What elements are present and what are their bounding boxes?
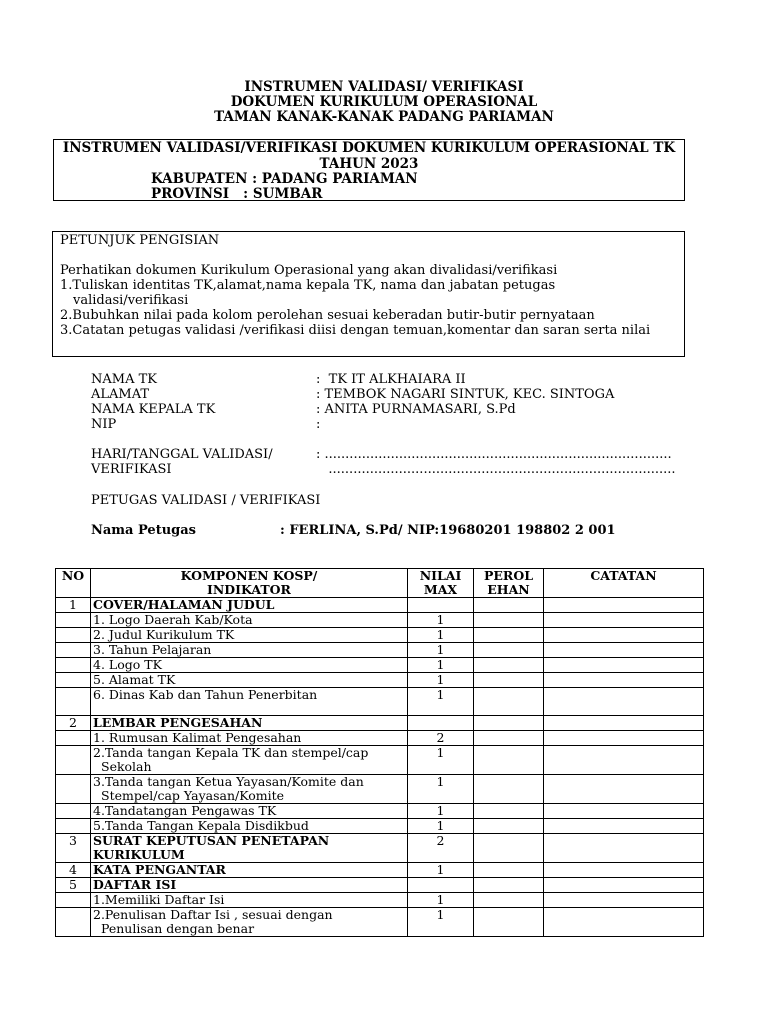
row-no: 5	[56, 878, 91, 893]
table-row	[56, 834, 704, 863]
indicator: 1. Rumusan Kalimat Pengesahan	[91, 731, 408, 746]
table-row	[56, 731, 704, 746]
document-title	[0, 80, 768, 125]
nilai-max: 1	[408, 819, 474, 834]
validation-date-section	[91, 447, 676, 477]
title-line-1: INSTRUMEN VALIDASI/ VERIFIKASI	[244, 79, 524, 95]
petugas-title: PETUGAS VALIDASI / VERIFIKASI	[91, 493, 321, 508]
table-row	[56, 863, 704, 878]
section-title: KATA PENGANTAR	[91, 863, 408, 878]
catatan-cell[interactable]	[544, 731, 704, 746]
table-row	[56, 908, 704, 937]
indicator: 4. Logo TK	[91, 658, 408, 673]
header-komponen-1: KOMPONEN KOSP/	[180, 568, 318, 583]
identity-section	[91, 372, 614, 432]
nilai-max: 2	[408, 834, 474, 863]
perolehan-cell[interactable]	[474, 731, 544, 746]
nilai-max: 1	[408, 613, 474, 628]
identity-row	[91, 462, 676, 477]
table-row	[56, 643, 704, 658]
table-row	[56, 598, 704, 613]
heading-box	[53, 139, 685, 201]
kepala-label: NAMA KEPALA TK	[91, 402, 216, 417]
catatan-cell[interactable]	[544, 863, 704, 878]
title-line-2: DOKUMEN KURIKULUM OPERASIONAL	[230, 94, 538, 110]
table-row	[56, 688, 704, 716]
table-row	[56, 746, 704, 775]
perolehan-cell[interactable]	[474, 819, 544, 834]
identity-row	[91, 372, 614, 387]
petunjuk-title: PETUNJUK PENGISIAN	[60, 233, 220, 248]
nilai-max: 1	[408, 908, 474, 937]
perolehan-cell[interactable]	[474, 775, 544, 804]
indicator-line: Stempel/cap Yayasan/Komite	[101, 788, 285, 803]
perolehan-cell[interactable]	[474, 658, 544, 673]
nilai-max: 1	[408, 628, 474, 643]
indicator: 4.Tandatangan Pengawas TK	[91, 804, 408, 819]
catatan-cell[interactable]	[544, 688, 704, 716]
nilai-max: 1	[408, 688, 474, 716]
identity-row	[91, 387, 614, 402]
kepala-value: : ANITA PURNAMASARI, S.Pd	[316, 402, 516, 417]
indicator: 3. Tahun Pelajaran	[91, 643, 408, 658]
heading-box-line-2: TAHUN 2023	[319, 156, 419, 172]
catatan-cell[interactable]	[544, 598, 704, 613]
nilai-max: 1	[408, 804, 474, 819]
identity-row	[91, 417, 614, 432]
catatan-cell[interactable]	[544, 613, 704, 628]
petunjuk-item-1-cont: validasi/verifikasi	[73, 293, 189, 308]
catatan-cell[interactable]	[544, 658, 704, 673]
catatan-cell[interactable]	[544, 834, 704, 863]
header-komponen	[91, 569, 408, 598]
header-catatan: CATATAN	[544, 569, 704, 598]
indicator-line: Sekolah	[101, 759, 152, 774]
provinsi-line: PROVINSI : SUMBAR	[151, 186, 323, 202]
perolehan-cell[interactable]	[474, 893, 544, 908]
indicator-line: 2.Penulisan Daftar Isi , sesuai dengan	[93, 907, 333, 922]
catatan-cell[interactable]	[544, 775, 704, 804]
indicator: 2. Judul Kurikulum TK	[91, 628, 408, 643]
table-row	[56, 673, 704, 688]
verifikasi-value: ....................................................................................	[316, 462, 676, 477]
header-nilai-2: MAX	[423, 582, 458, 597]
table-row	[56, 775, 704, 804]
catatan-cell[interactable]	[544, 893, 704, 908]
indicator: 6. Dinas Kab dan Tahun Penerbitan	[91, 688, 408, 716]
indicator-line: 3.Tanda tangan Ketua Yayasan/Komite dan	[93, 774, 364, 789]
indicator-line: Penulisan dengan benar	[101, 921, 255, 936]
catatan-cell[interactable]	[544, 878, 704, 893]
nilai-cell	[408, 598, 474, 613]
header-perolehan	[474, 569, 544, 598]
nilai-max: 1	[408, 673, 474, 688]
catatan-cell[interactable]	[544, 643, 704, 658]
table-row	[56, 819, 704, 834]
petunjuk-item-1: 1.Tuliskan identitas TK,alamat,nama kepala TK, nama dan jabatan petugas	[60, 278, 556, 293]
indicator	[91, 908, 408, 937]
indicator	[91, 746, 408, 775]
table-row	[56, 613, 704, 628]
header-perolehan-1: PEROL	[484, 568, 533, 583]
indicator: 5.Tanda Tangan Kepala Disdikbud	[91, 819, 408, 834]
petunjuk-box	[52, 231, 685, 357]
catatan-cell[interactable]	[544, 746, 704, 775]
perolehan-cell[interactable]	[474, 804, 544, 819]
header-komponen-2: INDIKATOR	[207, 582, 291, 597]
section-title: DAFTAR ISI	[91, 878, 408, 893]
table-row	[56, 628, 704, 643]
table-row	[56, 804, 704, 819]
hari-value: : ....................................................................................	[316, 447, 672, 462]
identity-row	[91, 447, 676, 462]
perolehan-cell[interactable]	[474, 716, 544, 731]
catatan-cell[interactable]	[544, 804, 704, 819]
table-row	[56, 716, 704, 731]
catatan-cell[interactable]	[544, 673, 704, 688]
nilai-cell	[408, 878, 474, 893]
perolehan-cell[interactable]	[474, 863, 544, 878]
identity-row	[91, 402, 614, 417]
indicator: 1.Memiliki Daftar Isi	[91, 893, 408, 908]
perolehan-cell[interactable]	[474, 834, 544, 863]
nip-value: :	[316, 417, 321, 432]
nip-label: NIP	[91, 417, 117, 432]
title-line-3: TAMAN KANAK-KANAK PADANG PARIAMAN	[214, 109, 554, 125]
heading-box-line-1: INSTRUMEN VALIDASI/VERIFIKASI DOKUMEN KURIKULUM OPERASIONAL TK	[62, 140, 676, 156]
section-title: LEMBAR PENGESAHAN	[91, 716, 408, 731]
row-no: 4	[56, 863, 91, 878]
alamat-label: ALAMAT	[91, 387, 150, 402]
catatan-cell[interactable]	[544, 908, 704, 937]
nilai-max: 1	[408, 643, 474, 658]
row-no: 3	[56, 834, 91, 863]
petunjuk-item-3: 3.Catatan petugas validasi /verifikasi diisi dengan temuan,komentar dan saran serta nilai	[60, 323, 651, 338]
header-no: NO	[56, 569, 91, 598]
indicator: 1. Logo Daerah Kab/Kota	[91, 613, 408, 628]
indicator-line: 2.Tanda tangan Kepala TK dan stempel/cap	[93, 745, 369, 760]
catatan-cell[interactable]	[544, 819, 704, 834]
catatan-cell[interactable]	[544, 628, 704, 643]
petugas-row	[91, 523, 616, 538]
perolehan-cell[interactable]	[474, 643, 544, 658]
table-row	[56, 658, 704, 673]
perolehan-cell[interactable]	[474, 673, 544, 688]
table-row	[56, 893, 704, 908]
nilai-max: 1	[408, 658, 474, 673]
row-no: 2	[56, 716, 91, 731]
nilai-max: 2	[408, 731, 474, 746]
indicator: 5. Alamat TK	[91, 673, 408, 688]
header-nilai-1: NILAI	[419, 568, 462, 583]
section-title: COVER/HALAMAN JUDUL	[91, 598, 408, 613]
kabupaten-line: KABUPATEN : PADANG PARIAMAN	[151, 171, 418, 187]
header-nilai	[408, 569, 474, 598]
row-no: 1	[56, 598, 91, 613]
validation-table	[55, 568, 704, 937]
header-perolehan-2: EHAN	[487, 582, 530, 597]
nama-tk-value: : TK IT ALKHAIARA II	[316, 372, 466, 387]
verifikasi-label: VERIFIKASI	[91, 462, 172, 477]
petunjuk-item-2: 2.Bubuhkan nilai pada kolom perolehan sesuai keberadan butir-butir pernyataan	[60, 308, 595, 323]
nama-tk-label: NAMA TK	[91, 372, 157, 387]
table-row	[56, 878, 704, 893]
perolehan-cell[interactable]	[474, 628, 544, 643]
perolehan-cell[interactable]	[474, 908, 544, 937]
nilai-max: 1	[408, 863, 474, 878]
nilai-max: 1	[408, 893, 474, 908]
section-title-line: SURAT KEPUTUSAN PENETAPAN	[93, 833, 330, 848]
hari-label: HARI/TANGGAL VALIDASI/	[91, 447, 273, 462]
perolehan-cell[interactable]	[474, 878, 544, 893]
alamat-value: : TEMBOK NAGARI SINTUK, KEC. SINTOGA	[316, 387, 615, 402]
perolehan-cell[interactable]	[474, 598, 544, 613]
table-header-row	[56, 569, 704, 598]
catatan-cell[interactable]	[544, 716, 704, 731]
section-title-line: KURIKULUM	[93, 847, 185, 862]
perolehan-cell[interactable]	[474, 613, 544, 628]
perolehan-cell[interactable]	[474, 688, 544, 716]
nilai-cell	[408, 716, 474, 731]
nilai-max: 1	[408, 746, 474, 775]
indicator	[91, 775, 408, 804]
section-title	[91, 834, 408, 863]
nilai-max: 1	[408, 775, 474, 804]
petunjuk-intro: Perhatikan dokumen Kurikulum Operasional yang akan divalidasi/verifikasi	[60, 263, 558, 278]
perolehan-cell[interactable]	[474, 746, 544, 775]
petugas-label: Nama Petugas	[91, 523, 196, 538]
petugas-value: : FERLINA, S.Pd/ NIP:19680201 198802 2 001	[280, 523, 616, 538]
